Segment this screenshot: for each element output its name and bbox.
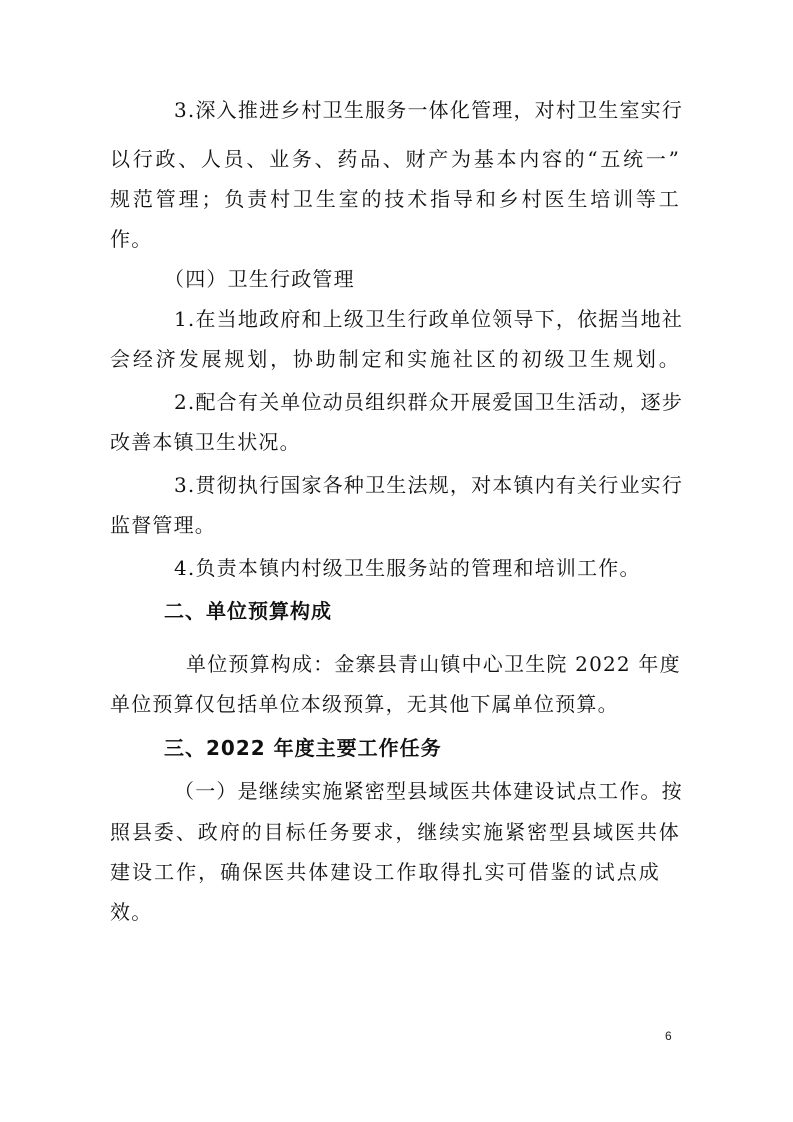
paragraph-line: 会经济发展规划，协助制定和实施社区的初级卫生规划。: [110, 347, 680, 371]
paragraph-line: 3.深入推进乡村卫生服务一体化管理，对村卫生室实行: [174, 98, 684, 122]
paragraph-line: 作。: [110, 227, 153, 251]
paragraph-line: 2.配合有关单位动员组织群众开展爱国卫生活动，逐步: [174, 390, 684, 414]
paragraph-line: 效。: [110, 900, 153, 924]
paragraph-line: 3.贯彻执行国家各种卫生法规，对本镇内有关行业实行: [174, 473, 684, 497]
paragraph-line: 改善本镇卫生状况。: [110, 430, 301, 454]
paragraph-line: 照县委、政府的目标任务要求，继续实施紧密型县域医共体: [110, 820, 680, 844]
page-number: 6: [665, 1029, 672, 1043]
paragraph-line: 规范管理；负责村卫生室的技术指导和乡村医生培训等工: [110, 187, 680, 211]
section-heading: 三、2022 年度主要工作任务: [164, 736, 442, 760]
paragraph-line: 监督管理。: [110, 513, 216, 537]
paragraph-line: 建设工作，确保医共体建设工作取得扎实可借鉴的试点成: [110, 860, 660, 884]
paragraph-line: 1.在当地政府和上级卫生行政单位领导下，依据当地社: [174, 307, 684, 331]
paragraph-line: 单位预算仅包括单位本级预算，无其他下属单位预算。: [110, 692, 619, 716]
section-subheading: （四）卫生行政管理: [164, 267, 355, 291]
paragraph-line: （一）是继续实施紧密型县域医共体建设试点工作。按: [174, 779, 683, 803]
paragraph-line: 以行政、人员、业务、药品、财产为基本内容的“五统一”: [110, 147, 680, 171]
section-heading: 二、单位预算构成: [164, 599, 332, 623]
paragraph-line: 单位预算构成：金寨县青山镇中心卫生院 2022 年度: [186, 652, 681, 676]
paragraph-line: 4.负责本镇内村级卫生服务站的管理和培训工作。: [174, 556, 641, 580]
